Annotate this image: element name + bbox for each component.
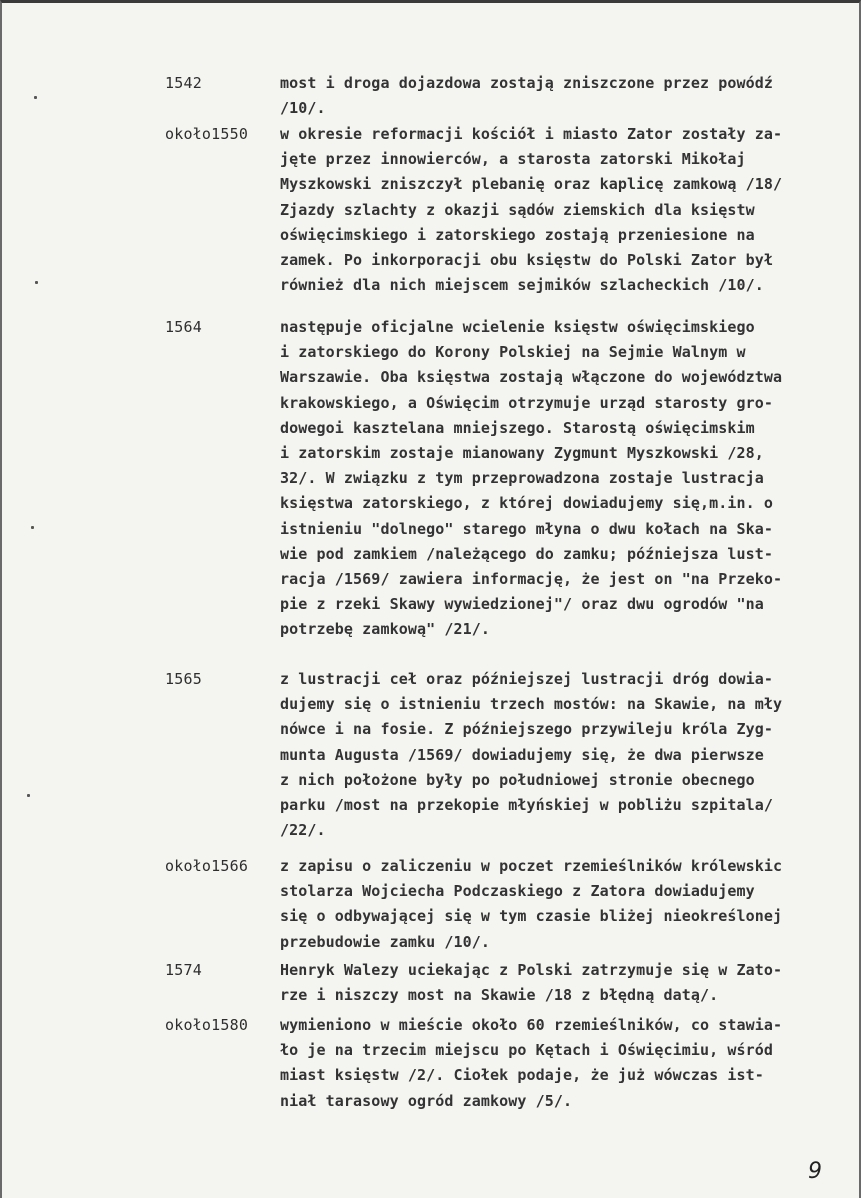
scan-speck <box>27 794 30 797</box>
entry-text-line: 32/. W związku z tym przeprowadzona zostaje lustracja <box>280 469 764 488</box>
entry-text-line: /10/. <box>280 99 326 118</box>
entry-text-line: potrzebę zamkową" /21/. <box>280 620 491 639</box>
entry-text-line: dowegoi kasztelana mniejszego. Starostą oświęcimskim <box>280 418 755 437</box>
entry-text-line: i zatorskiego do Korony Polskiej na Sejmie Walnym w <box>280 343 746 362</box>
entry-text-line: Warszawie. Oba księstwa zostają włączone do województwa <box>280 368 783 387</box>
entry-text-line: rze i niszczy most na Skawie /18 z błędną datą/. <box>280 986 719 1005</box>
page-number: 9 <box>808 1159 822 1184</box>
entry-date: około1550 <box>165 125 249 143</box>
entry-text-line: w okresie reformacji kościół i miasto Zator zostały za- <box>280 125 783 143</box>
entry-text-line: pie z rzeki Skawy wywiedzionej"/ oraz dwu ogrodów "na <box>280 595 764 614</box>
entry-text-line: z zapisu o zaliczeniu w poczet rzemieślników królewskic <box>280 857 783 875</box>
entry-text-line: i zatorskim zostaje mianowany Zygmunt Myszkowski /28, <box>280 444 764 462</box>
entry-text-line: stolarza Wojciecha Podczaskiego z Zatora dowiadujemy <box>280 882 755 901</box>
entry-text-line: następuje oficjalne wcielenie księstw oświęcimskiego <box>280 318 755 336</box>
entry-text-line: Zjazdy szlachty z okazji sądów ziemskich dla księstw <box>280 200 755 219</box>
entry-text-line: munta Augusta /1569/ dowiadujemy się, że dwa pierwsze <box>280 745 764 764</box>
entry-text-line: oświęcimskiego i zatorskiego zostają przeniesione na <box>280 225 755 244</box>
entry-text-line: przebudowie zamku /10/. <box>280 932 491 951</box>
entry-text-line: parku /most na przekopie młyńskiej w pobliżu szpitala/ <box>280 796 774 814</box>
entry-text-line: Henryk Walezy uciekając z Polski zatrzymuje się w Zato- <box>280 961 783 979</box>
entry-date: około1566 <box>165 857 249 875</box>
scan-speck <box>35 281 38 284</box>
entry-text-line: racja /1569/ zawiera informację, że jest on "na Przeko- <box>280 570 783 588</box>
entry-date: około1580 <box>165 1016 249 1034</box>
entry-date: 1542 <box>165 74 202 92</box>
entry-text-line: się o odbywającej się w tym czasie bliżej nieokreślonej <box>280 907 783 926</box>
entry-text-line: istnieniu "dolnego" starego młyna o dwu kołach na Ska- <box>280 519 774 538</box>
entry-text-line: nówce i na fosie. Z późniejszego przywileju króla Zyg- <box>280 720 774 739</box>
entry-text-line: wie pod zamkiem /należącego do zamku; późniejsza lust- <box>280 544 774 563</box>
entry-date: 1574 <box>165 961 202 979</box>
entry-text-line: krakowskiego, a Oświęcim otrzymuje urząd starosty gro- <box>280 393 774 412</box>
scan-speck <box>34 96 37 99</box>
entry-date: 1564 <box>165 318 202 336</box>
entry-text-line: miast księstw /2/. Ciołek podaje, że już wówczas ist- <box>280 1066 764 1085</box>
scan-speck <box>31 526 34 529</box>
entry-text-line: ło je na trzecim miejscu po Kętach i Oświęcimiu, wśród <box>280 1041 774 1060</box>
entry-text-line: Myszkowski zniszczył plebanię oraz kaplicę zamkową /18/ <box>280 175 783 194</box>
entry-date: 1565 <box>165 670 202 688</box>
entry-text-line: księstwa zatorskiego, z której dowiadujemy się,m.in. o <box>280 494 774 513</box>
entry-text-line: wymieniono w mieście około 60 rzemieślników, co stawia- <box>280 1016 783 1034</box>
entry-text-line: /22/. <box>280 821 326 840</box>
entry-text-line: most i droga dojazdowa zostają zniszczone przez powódź <box>280 74 774 92</box>
entry-text-line: niał tarasowy ogród zamkowy /5/. <box>280 1091 573 1110</box>
entry-text-line: dujemy się o istnieniu trzech mostów: na Skawie, na mły <box>280 695 783 714</box>
entry-text-line: jęte przez innowierców, a starosta zatorski Mikołaj <box>280 150 746 169</box>
entry-text-line: zamek. Po inkorporacji obu księstw do Polski Zator był <box>280 251 774 269</box>
entry-text-line: również dla nich miejscem sejmików szlacheckich /10/. <box>280 276 764 295</box>
entry-text-line: z lustracji ceł oraz późniejszej lustracji dróg dowia- <box>280 670 774 688</box>
entry-text-line: z nich położone były po południowej stronie obecnego <box>280 770 755 789</box>
